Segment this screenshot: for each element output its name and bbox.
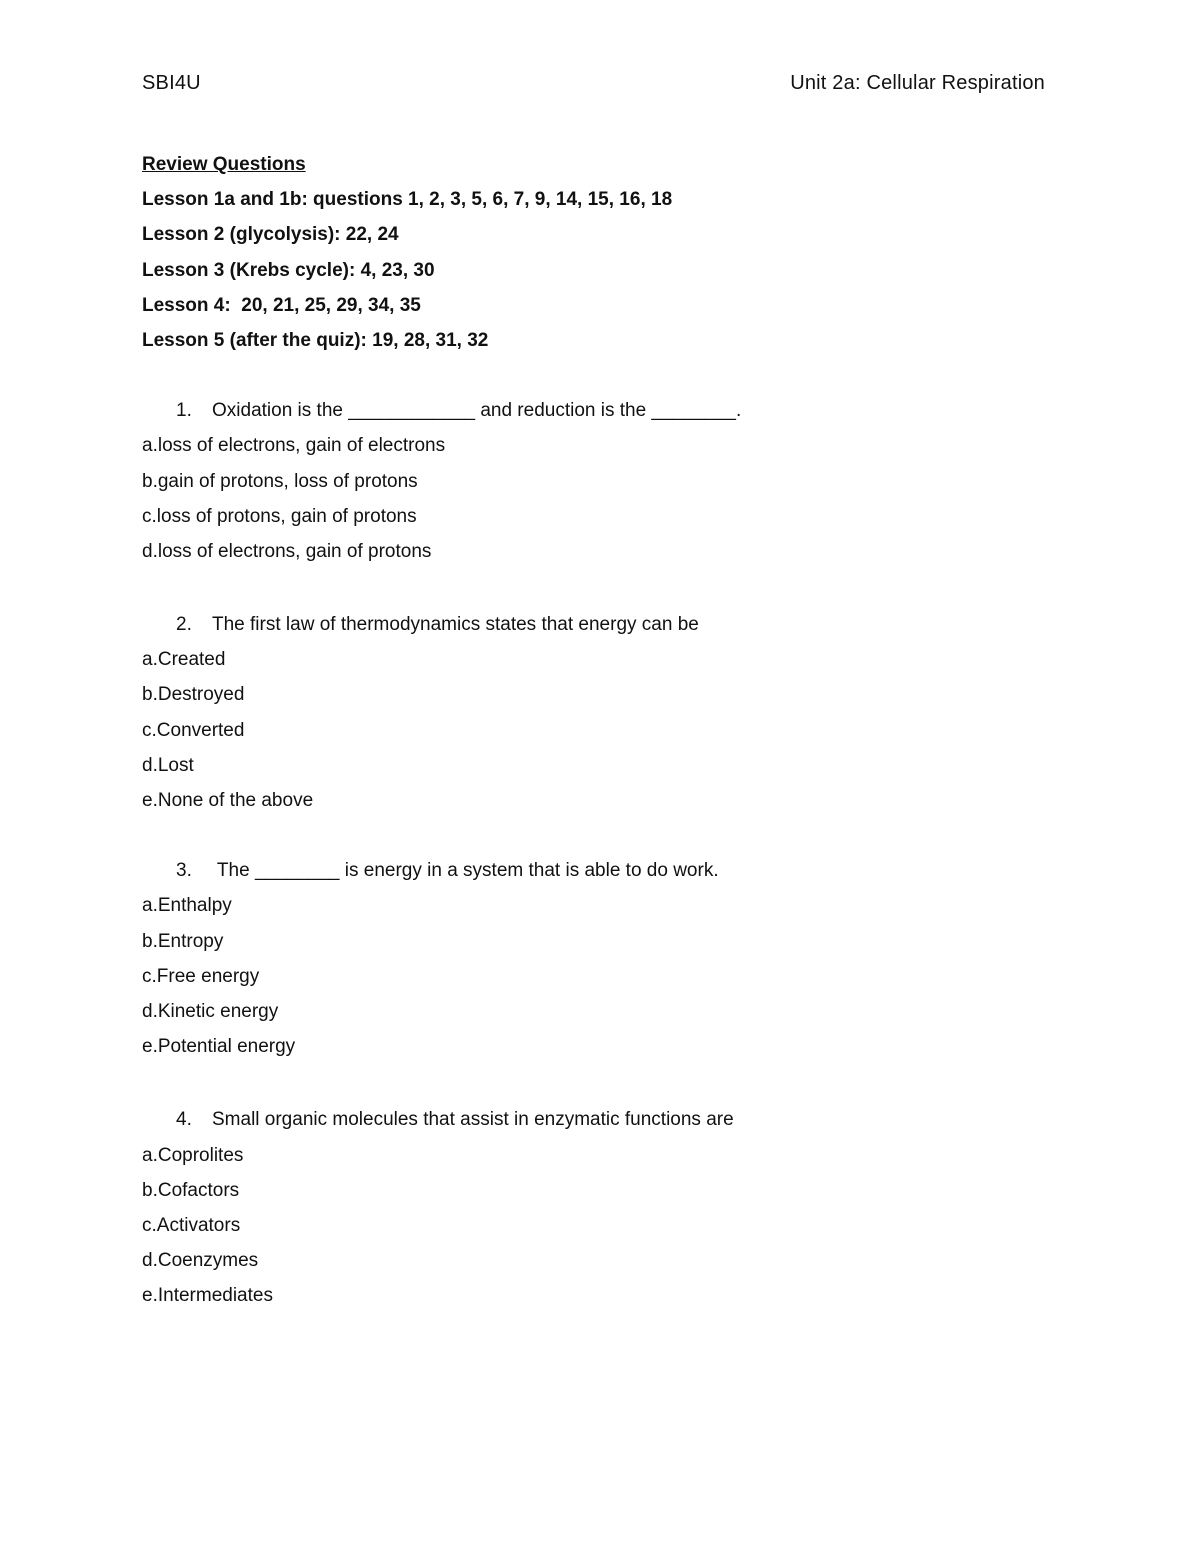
answer-option: d.loss of electrons, gain of protons bbox=[142, 540, 432, 562]
answer-option: a.Enthalpy bbox=[142, 895, 232, 917]
answer-option: c.loss of protons, gain of protons bbox=[142, 505, 417, 527]
answer-option: c.Converted bbox=[142, 719, 245, 741]
question-number: 1. bbox=[176, 400, 192, 422]
course-code: SBI4U bbox=[142, 72, 201, 94]
answer-option: a.loss of electrons, gain of electrons bbox=[142, 435, 446, 457]
document-body bbox=[142, 150, 1045, 1316]
question-4 bbox=[142, 1105, 1045, 1140]
answer-option: a.Coprolites bbox=[142, 1144, 244, 1166]
question-number: 4. bbox=[176, 1109, 192, 1131]
answer-option: d.Lost bbox=[142, 754, 194, 776]
answer-option: e.Potential energy bbox=[142, 1036, 296, 1058]
answer-option: e.Intermediates bbox=[142, 1285, 273, 1307]
question-number: 3. bbox=[176, 860, 192, 882]
answer-option: b.Destroyed bbox=[142, 684, 245, 706]
answer-option: d.Kinetic energy bbox=[142, 1000, 279, 1022]
lesson-line: Lesson 1a and 1b: questions 1, 2, 3, 5, 6, 7, 9, 14, 15, 16, 18 bbox=[142, 189, 673, 211]
unit-title: Unit 2a: Cellular Respiration bbox=[790, 72, 1045, 94]
answer-option: c.Free energy bbox=[142, 965, 260, 987]
question-1 bbox=[142, 396, 1045, 431]
answer-option: b.Cofactors bbox=[142, 1179, 240, 1201]
lesson-line: Lesson 4: 20, 21, 25, 29, 34, 35 bbox=[142, 294, 421, 316]
question-text: The ________ is energy in a system that is able to do work. bbox=[212, 860, 719, 882]
question-text: Oxidation is the ____________ and reduction is the ________. bbox=[212, 400, 742, 422]
lesson-line: Lesson 3 (Krebs cycle): 4, 23, 30 bbox=[142, 259, 435, 281]
lesson-line: Lesson 5 (after the quiz): 19, 28, 31, 32 bbox=[142, 329, 489, 351]
answer-option: e.None of the above bbox=[142, 790, 314, 811]
question-3 bbox=[142, 856, 1045, 891]
page-header bbox=[142, 72, 1045, 98]
answer-option: c.Activators bbox=[142, 1214, 241, 1236]
answer-option: b.Entropy bbox=[142, 930, 224, 952]
question-number: 2. bbox=[176, 614, 192, 636]
question-text: The first law of thermodynamics states that energy can be bbox=[212, 614, 699, 636]
lesson-line: Lesson 2 (glycolysis): 22, 24 bbox=[142, 224, 399, 246]
question-2 bbox=[142, 610, 1045, 645]
answer-option: b.gain of protons, loss of protons bbox=[142, 470, 418, 492]
answer-option: a.Created bbox=[142, 649, 226, 671]
answer-option: d.Coenzymes bbox=[142, 1250, 259, 1272]
question-text: Small organic molecules that assist in enzymatic functions are bbox=[212, 1109, 734, 1131]
review-title: Review Questions bbox=[142, 154, 306, 175]
